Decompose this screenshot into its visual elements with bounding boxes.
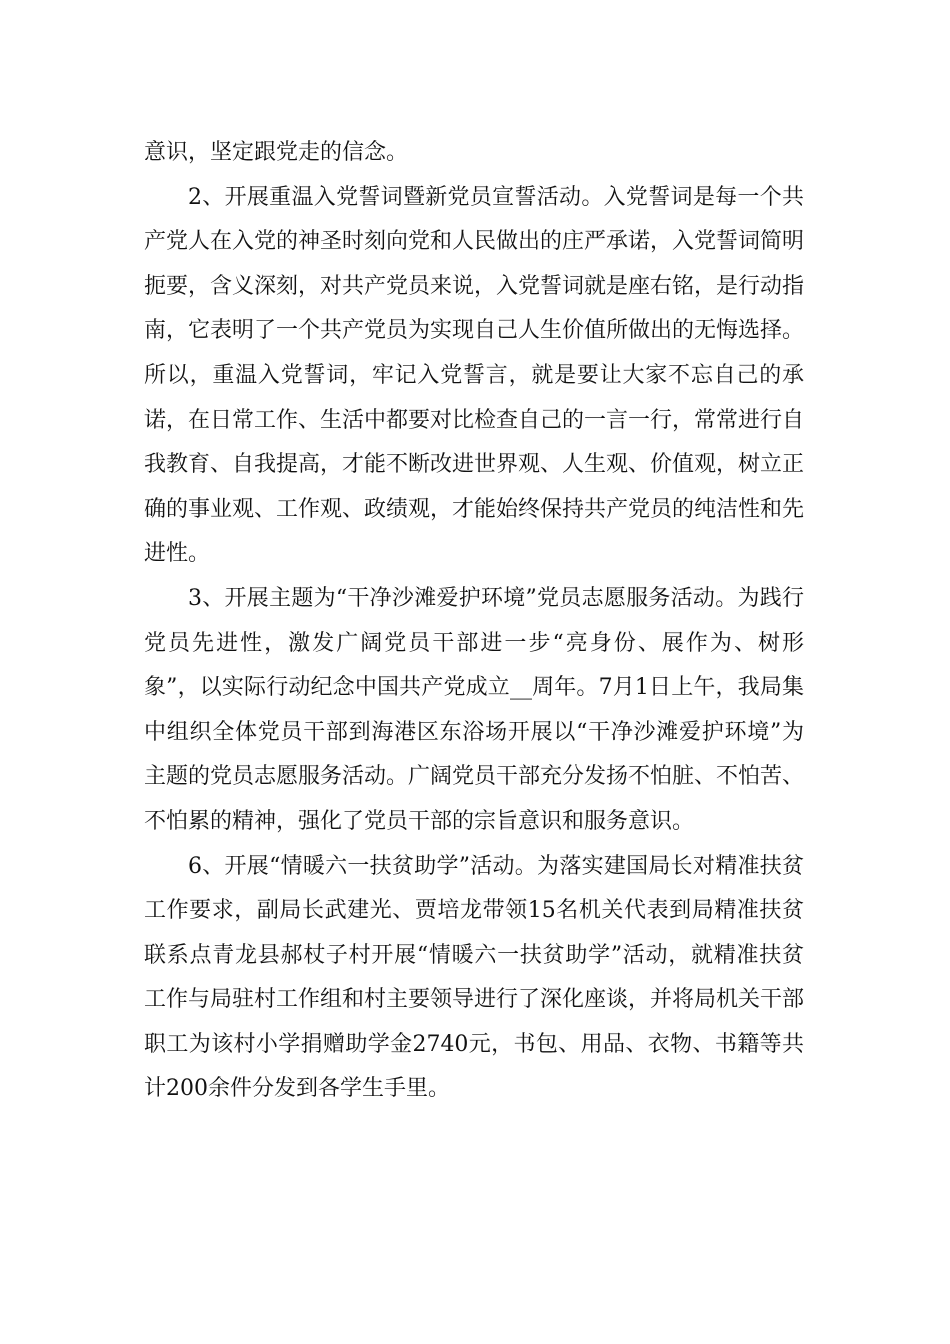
paragraph-oath-activity: 2、开展重温入党誓词暨新党员宣誓活动。入党誓词是每一个共产党人在入党的神圣时刻向党和人民做出的庄严承诺，入党誓词简明扼要，含义深刻，对共产党员来说，入党誓词就是座右铭，是行动指南，它表明了一个共产党员为实现自己人生价值所做出的无悔选择。所以，重温入党誓词，牢记入党誓言，就是要让大家不忘自己的承诺，在日常工作、生活中都要对比检查自己的一言一行，常常进行自我教育、自我提高，才能不断改进世界观、人生观、价值观，树立正确的事业观、工作观、政绩观，才能始终保持共产党员的纯洁性和先进性。 xyxy=(144,184,805,567)
document-body xyxy=(144,131,804,1112)
paragraph-poverty-aid-activity: 6、开展“情暖六一扶贫助学”活动。为落实建国局长对精准扶贫工作要求，副局长武建光、贾培龙带领15名机关代表到局精准扶贫联系点青龙县郝杖子村开展“情暖六一扶贫助学”活动，就精准扶贫工作与局驻村工作组和村主要领导进行了深化座谈，并将局机关干部职工为该村小学捐赠助学金2740元，书包、用品、衣物、书籍等共计200余件分发到各学生手里。 xyxy=(144,853,805,1102)
paragraph-volunteer-activity: 3、开展主题为“干净沙滩爱护环境”党员志愿服务活动。为践行党员先进性，激发广阔党员干部进一步“亮身份、展作为、树形象”，以实际行动纪念中国共产党成立__周年。7月1日上午，我局集中组织全体党员干部到海港区东浴场开展以“干净沙滩爱护环境”为主题的党员志愿服务活动。广阔党员干部充分发扬不怕脏、不怕苦、不怕累的精神，强化了党员干部的宗旨意识和服务意识。 xyxy=(144,585,805,834)
paragraph-continuation: 意识，坚定跟党走的信念。 xyxy=(144,140,409,165)
